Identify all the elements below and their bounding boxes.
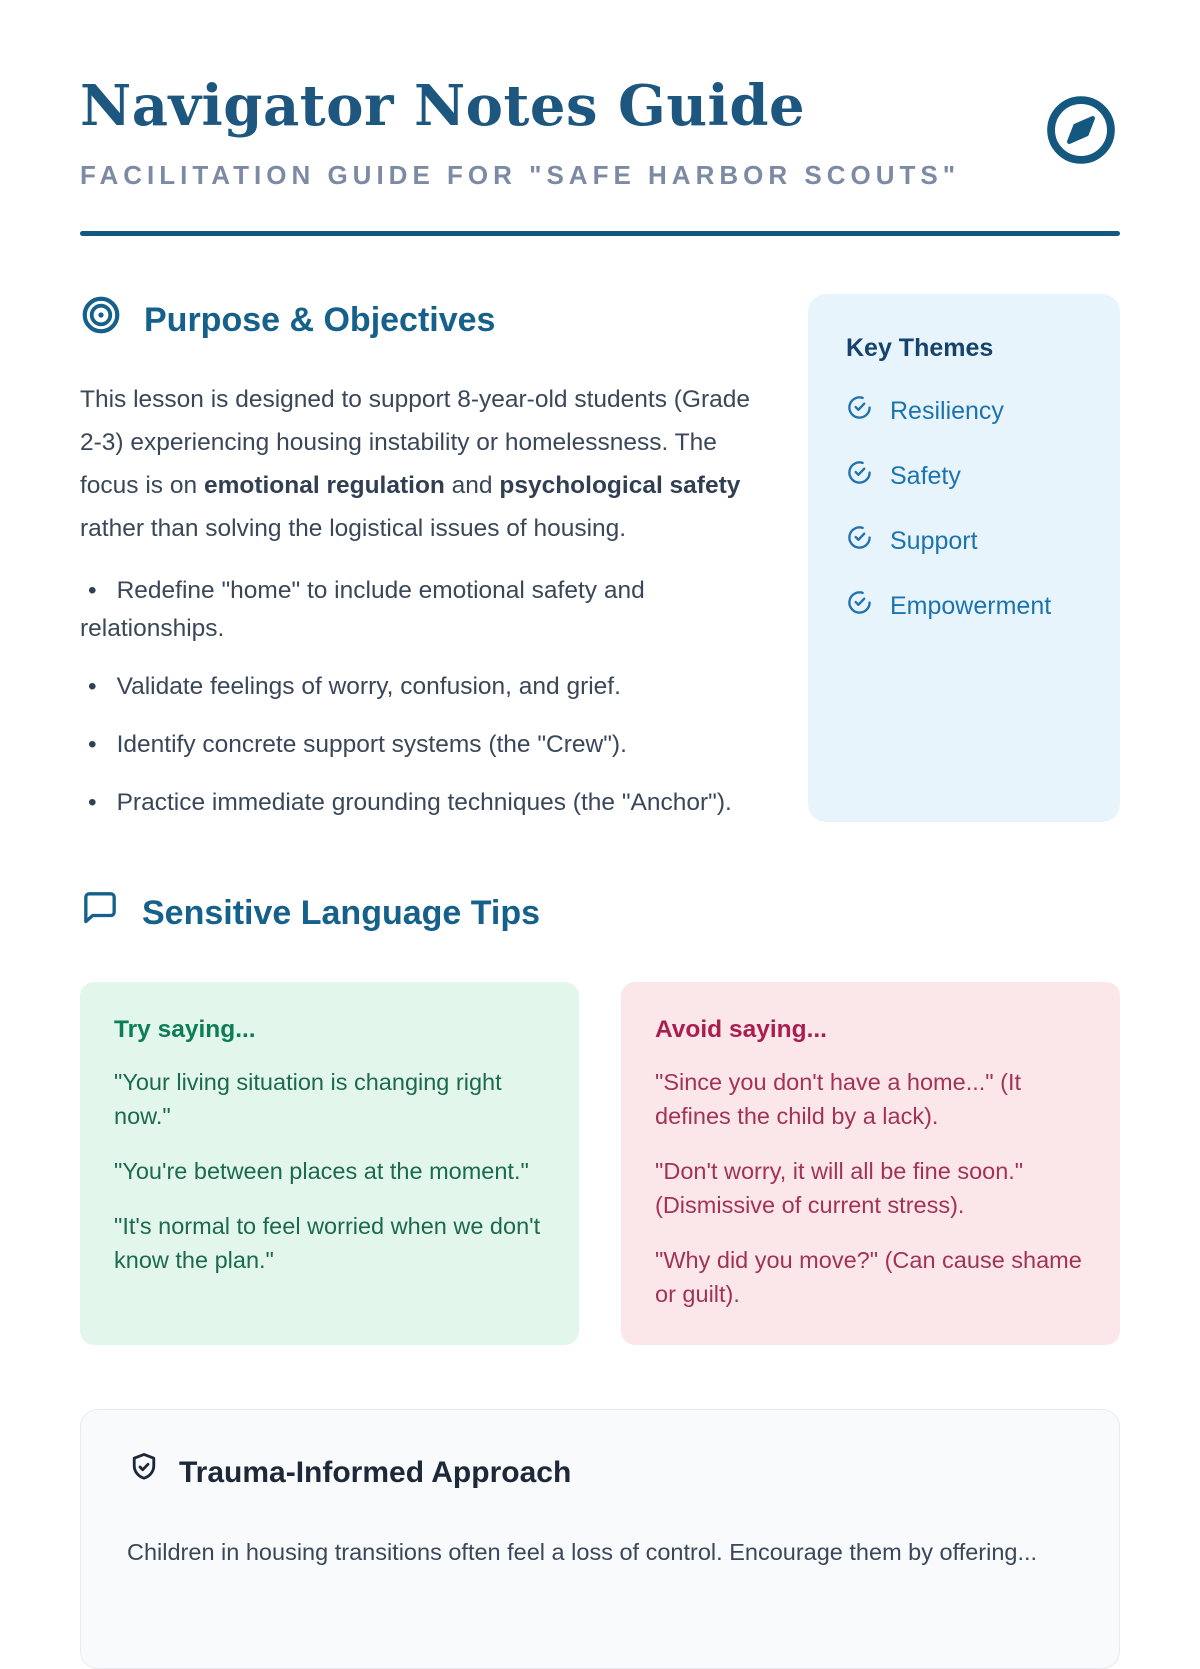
check-circle-icon <box>846 459 873 493</box>
theme-item-resiliency <box>846 394 1082 428</box>
avoid-quote: "Why did you move?" (Can cause shame or guilt). <box>655 1247 1082 1307</box>
theme-label: Support <box>890 526 978 555</box>
try-card-title: Try saying... <box>114 1016 256 1043</box>
theme-label: Empowerment <box>890 591 1052 620</box>
intro-bold-psychological-safety: psychological safety <box>499 472 741 499</box>
purpose-heading-label: Purpose & Objectives <box>144 301 496 339</box>
speech-bubble-icon <box>80 888 120 938</box>
objectives-list <box>80 572 753 822</box>
theme-item-safety <box>846 459 1082 493</box>
avoid-card-title: Avoid saying... <box>655 1016 827 1043</box>
page-subtitle: FACILITATION GUIDE FOR "SAFE HARBOR SCOUTS" <box>80 160 961 190</box>
purpose-column <box>80 294 753 822</box>
avoid-saying-card <box>621 982 1120 1345</box>
trauma-heading-label: Trauma-Informed Approach <box>179 1456 572 1489</box>
trauma-body: Children in housing transitions often feel a loss of control. Encourage them by offering... <box>127 1539 1038 1565</box>
avoid-quote: "Don't worry, it will all be fine soon." (Dismissive of current stress). <box>655 1158 1024 1218</box>
objective-item: • Validate feelings of worry, confusion, and grief. <box>80 668 753 706</box>
key-themes-title: Key Themes <box>846 334 994 362</box>
shield-check-icon <box>127 1450 161 1496</box>
objective-item: • Identify concrete support systems (the "Crew"). <box>80 726 753 764</box>
intro-bold-emotional-regulation: emotional regulation <box>203 472 445 499</box>
header-text <box>80 74 960 191</box>
theme-item-support <box>846 524 1082 558</box>
compass-icon <box>1042 91 1120 174</box>
try-saying-card <box>80 982 579 1345</box>
check-circle-icon <box>846 589 873 623</box>
check-circle-icon <box>846 524 873 558</box>
theme-item-empowerment <box>846 589 1082 623</box>
section-purpose <box>80 294 1120 822</box>
intro-paragraph <box>80 378 753 550</box>
try-quote: "Your living situation is changing right now." <box>114 1069 502 1129</box>
check-circle-icon <box>846 394 873 428</box>
bullseye-icon <box>80 294 122 346</box>
try-quote: "You're between places at the moment." <box>114 1158 529 1184</box>
intro-text: and <box>444 472 500 499</box>
intro-text: This lesson is designed to support 8-year-old students (Grade 2-3) experiencing housing instability or homelessness. The focus is on <box>80 386 751 499</box>
key-themes-card <box>808 294 1120 822</box>
header-divider <box>80 231 1120 236</box>
try-quote: "It's normal to feel worried when we don't know the plan." <box>114 1213 541 1273</box>
objective-item: • Practice immediate grounding techniques (the "Anchor"). <box>80 784 753 822</box>
tips-cards <box>80 982 1120 1345</box>
theme-label: Safety <box>890 461 961 490</box>
avoid-quote: "Since you don't have a home..." (It defines the child by a lack). <box>655 1069 1022 1129</box>
page-title: Navigator Notes Guide <box>80 73 806 139</box>
objective-item: • Redefine "home" to include emotional safety and relationships. <box>80 572 753 648</box>
theme-label: Resiliency <box>890 396 1004 425</box>
trauma-heading <box>127 1450 1073 1496</box>
language-tips-heading-label: Sensitive Language Tips <box>142 894 541 932</box>
header <box>80 74 1120 191</box>
trauma-approach-card <box>80 1409 1120 1669</box>
intro-text: rather than solving the logistical issues of housing. <box>80 515 627 542</box>
purpose-heading <box>80 294 753 346</box>
section-language-tips <box>80 888 1120 1345</box>
language-tips-heading <box>80 888 1120 938</box>
